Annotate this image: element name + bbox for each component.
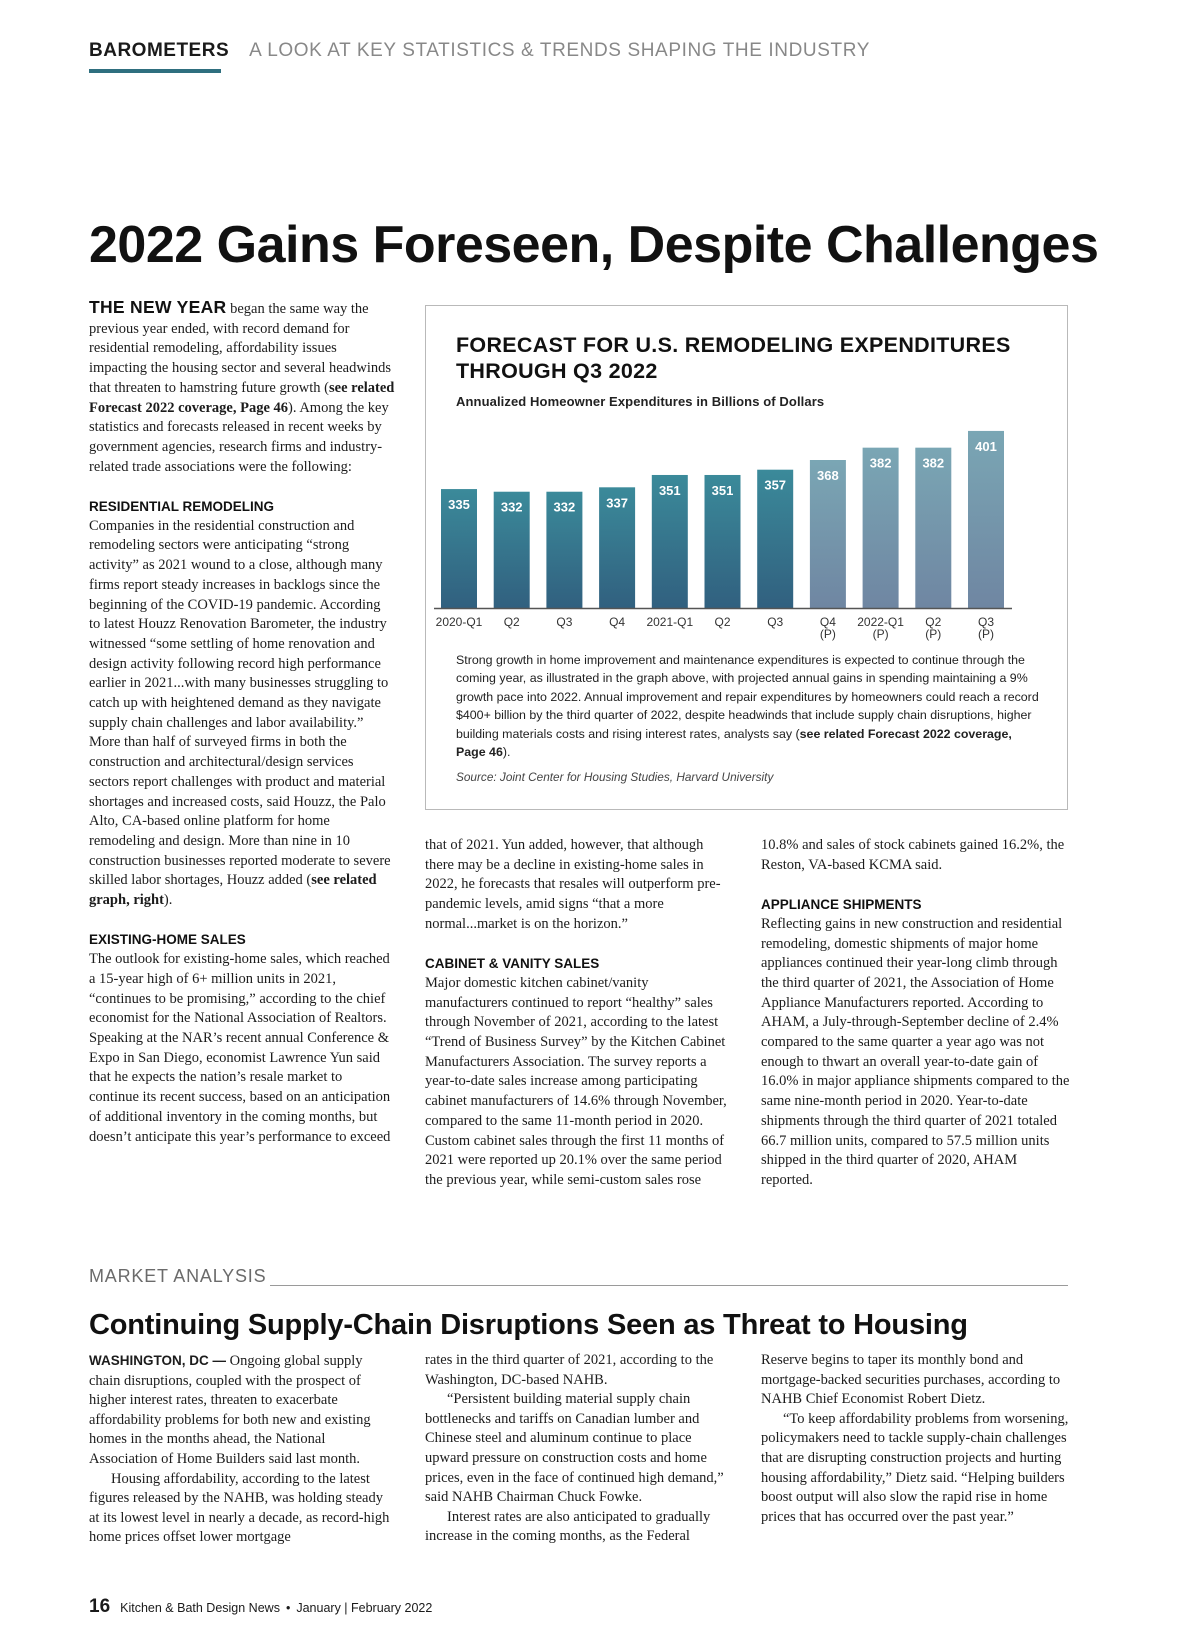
market-paragraph-6: Reserve begins to taper its monthly bond and mortgage-backed securities purchases, according to NAHB Chief Economist Robert Dietz.	[761, 1352, 1061, 1408]
market-column-3	[761, 1351, 1071, 1527]
x-tick-note-8: (P)	[872, 627, 889, 641]
intro-text-a: began the same way the previous year ended, with record demand for residential remodeling, affordability issues impacting the housing sector and several headwinds that threaten to hamstring future growth (	[89, 301, 392, 396]
appliance-shipments-heading: APPLIANCE SHIPMENTS	[761, 897, 922, 913]
residential-crossref: see related graph, right	[89, 872, 377, 909]
cabinet-vanity-sales-paragraph: Major domestic kitchen cabinet/vanity manufacturers continued to report “healthy” sales through November of 2021, according to the latest “Trend of Business Survey” by the Kitchen Cabinet Manufacturers Association. The survey reports a year-to-date sales increase among participating cabinet manufacturers of 14.6% through November, compared to the same 11-month period in 2020. Custom cabinet sales through the first 11 months of 2021 were reported up 20.1% over the same period the previous year, while semi-custom sales rose	[425, 974, 727, 1188]
bar-value-label-7: 368	[817, 468, 839, 483]
x-tick-label-6: Q3	[767, 615, 784, 629]
market-paragraph-1	[89, 1351, 395, 1470]
market-column-2	[425, 1351, 735, 1547]
x-tick-label-2: Q3	[556, 615, 573, 629]
x-tick-label-5: Q2	[714, 615, 731, 629]
market-paragraph-4: “Persistent building material supply chain bottlenecks and tariffs on Canadian lumber and Chinese steel and aluminum continue to place upward pressure on construction costs and home prices, even in the face of continued high demand,” said NAHB Chairman Chuck Fowke.	[425, 1391, 724, 1506]
x-tick-note-7: (P)	[819, 627, 836, 641]
issue-date: January | February 2022	[296, 1601, 433, 1615]
chart-caption-text-a: Strong growth in home improvement and maintenance expenditures is expected to continue through the coming year, as illustrated in the graph above, with projected annual gains in spending maintaining a 9% growth pace into 2022. Annual improvement and repair expenditures by homeowners could reach a record $400+ billion by the third quarter of 2022, despite headwinds that include supply chain disruptions, higher building materials costs and rising interest rates, analysts say (	[456, 653, 1039, 741]
bar-chart	[426, 406, 1066, 646]
market-column-1	[89, 1351, 395, 1548]
x-tick-label-4: 2021-Q1	[646, 615, 694, 629]
section-header	[89, 40, 1089, 74]
publication-name: Kitchen & Bath Design News	[120, 1601, 280, 1615]
bar-value-label-6: 357	[764, 477, 787, 493]
section-tagline: A LOOK AT KEY STATISTICS & TRENDS SHAPING THE INDUSTRY	[249, 40, 870, 61]
intro-lead: THE NEW YEAR	[89, 297, 227, 317]
chart-source: Source: Joint Center for Housing Studies, Harvard University	[456, 770, 774, 784]
market-paragraph-3: rates in the third quarter of 2021, according to the Washington, DC-based NAHB.	[425, 1352, 714, 1388]
market-paragraph-2: Housing affordability, according to the latest figures released by the NAHB, was holding steady at its lowest level in nearly a decade, as record-high home prices offset lower mortgage	[89, 1470, 390, 1546]
page-number: 16	[89, 1596, 111, 1617]
market-paragraph-5: Interest rates are also anticipated to gradually increase in the coming months, as the Federal	[425, 1508, 711, 1545]
intro-crossref: see related Forecast 2022 coverage, Page 46	[89, 379, 395, 416]
article-column-1	[89, 298, 395, 1147]
x-tick-note-10: (P)	[978, 627, 994, 641]
cabinet-sales-continued: 10.8% and sales of stock cabinets gained 16.2%, the Reston, VA-based KCMA said.	[761, 837, 1065, 873]
bar-value-label-4: 351	[658, 482, 681, 498]
chart-caption	[456, 651, 1041, 761]
dateline: WASHINGTON, DC —	[89, 1353, 227, 1368]
bar-value-label-2: 332	[553, 499, 576, 515]
bar-9	[915, 448, 951, 608]
bar-8	[863, 448, 899, 608]
bar-value-label-0: 335	[448, 497, 470, 513]
market-analysis-rule	[270, 1285, 1068, 1286]
x-tick-note-9: (P)	[925, 627, 942, 641]
market-paragraph-7: “To keep affordability problems from worsening, policymakers need to tackle supply-chain challenges that are disrupting construction projects and hurting housing affordability,” Dietz said. “Helping builders boost output will also slow the rapid rise in home prices that has occurred over the past year.”	[761, 1410, 1069, 1525]
market-analysis-headline: Continuing Supply-Chain Disruptions Seen as Threat to Housing	[89, 1309, 968, 1341]
x-tick-label-10: Q3	[977, 615, 995, 629]
existing-home-sales-heading: EXISTING-HOME SALES	[89, 932, 246, 948]
article-column-3	[761, 836, 1071, 1191]
intro-text-b: ). Among the key statistics and forecasts released in recent weeks by government agencies, research firms and industry-related trade associations were the following:	[89, 399, 389, 475]
x-tick-label-9: Q2	[925, 615, 942, 629]
existing-home-sales-continued: that of 2021. Yun added, however, that although there may be a decline in existing-home sales in 2022, he forecasts that resales will outperform pre-pandemic levels, amid signs “that a more normal...market is on the horizon.”	[425, 837, 721, 932]
article-headline: 2022 Gains Foreseen, Despite Challenges	[89, 216, 1099, 274]
bar-value-label-5: 351	[711, 482, 734, 498]
appliance-shipments-paragraph: Reflecting gains in new construction and residential remodeling, domestic shipments of major home appliances continued their year-long climb through the third quarter of 2021, the Association of Home Appliance Manufacturers reported. According to AHAM, a July-through-September decline of 2.4% compared to the same quarter a year ago was not enough to thwart an overall year-to-date gain of 16.0% in major appliance shipments compared to the same nine-month period in 2020. Year-to-date shipments through the third quarter of 2021 totaled 66.7 million units, compared to 57.5 million units shipped in the third quarter of 2020, AHAM reported.	[761, 915, 1070, 1188]
section-name: BAROMETERS	[89, 40, 230, 61]
cabinet-vanity-sales-heading: CABINET & VANITY SALES	[425, 956, 600, 972]
chart-caption-text-b: ).	[502, 745, 511, 760]
bar-value-label-8: 382	[869, 455, 892, 471]
x-tick-label-1: Q2	[503, 615, 520, 629]
market-analysis-label: MARKET ANALYSIS	[89, 1266, 270, 1287]
forecast-chart-box	[425, 305, 1068, 810]
bar-10	[968, 431, 1004, 608]
section-underline	[89, 69, 221, 73]
x-tick-label-7: Q4	[819, 615, 836, 629]
market-text-1: Ongoing global supply chain disruptions, coupled with the prospect of higher interest rates, threaten to exacerbate affordability problems for both new and existing homes in the months ahead, the National Association of Home Builders said last month.	[89, 1353, 371, 1467]
chart-caption-crossref: see related Forecast 2022 coverage, Page 46	[456, 726, 1012, 760]
footer-bullet: •	[285, 1601, 291, 1615]
residential-text-a: Companies in the residential construction and remodeling sectors were anticipating “strong activity” as 2021 wound to a close, although many firms report steady increases in backlogs since the beginning of the COVID-19 pandemic. According to latest Houzz Renovation Barometer, the industry witnessed “some settling of home renovation and design activity following record high performance earlier in 2021...with many businesses struggling to catch up with heightened demand as they navigate supply chain challenges and labor availability.” More than half of surveyed firms in both the construction and architectural/design services sectors report challenges with product and material shortages and increased costs, said Houzz, the Palo Alto, CA-based online platform for home remodeling and design. More than nine in 10 construction businesses reported moderate to severe skilled labor shortages, Houzz added (	[89, 517, 391, 889]
chart-title: FORECAST FOR U.S. REMODELING EXPENDITURES THROUGH Q3 2022	[456, 333, 1011, 383]
bar-value-label-10: 401	[975, 438, 997, 454]
article-column-2	[425, 836, 735, 1191]
residential-remodeling-paragraph	[89, 517, 395, 911]
bar-value-label-9: 382	[922, 455, 945, 471]
chart-subtitle: Annualized Homeowner Expenditures in Billions of Dollars	[456, 394, 825, 409]
bar-value-label-1: 332	[500, 499, 523, 515]
x-tick-label-3: Q4	[609, 615, 626, 629]
intro-paragraph	[89, 298, 395, 477]
x-tick-label-0: 2020-Q1	[435, 615, 483, 629]
page-footer	[89, 1596, 432, 1618]
bar-value-label-3: 337	[606, 495, 628, 511]
residential-text-b: ).	[163, 892, 173, 909]
x-tick-label-8: 2022-Q1	[857, 615, 904, 629]
residential-remodeling-heading: RESIDENTIAL REMODELING	[89, 499, 275, 515]
existing-home-sales-paragraph: The outlook for existing-home sales, which reached a 15-year high of 6+ million units in 2021, “continues to be promising,” according to the chief economist for the National Association of Realtors. Speaking at the NAR’s recent annual Conference & Expo in San Diego, economist Lawrence Yun said that he expects the nation’s resale market to continue its recent success, based on an anticipation of additional inventory in the coming months, but doesn’t anticipate this year’s performance to exceed	[89, 951, 391, 1145]
